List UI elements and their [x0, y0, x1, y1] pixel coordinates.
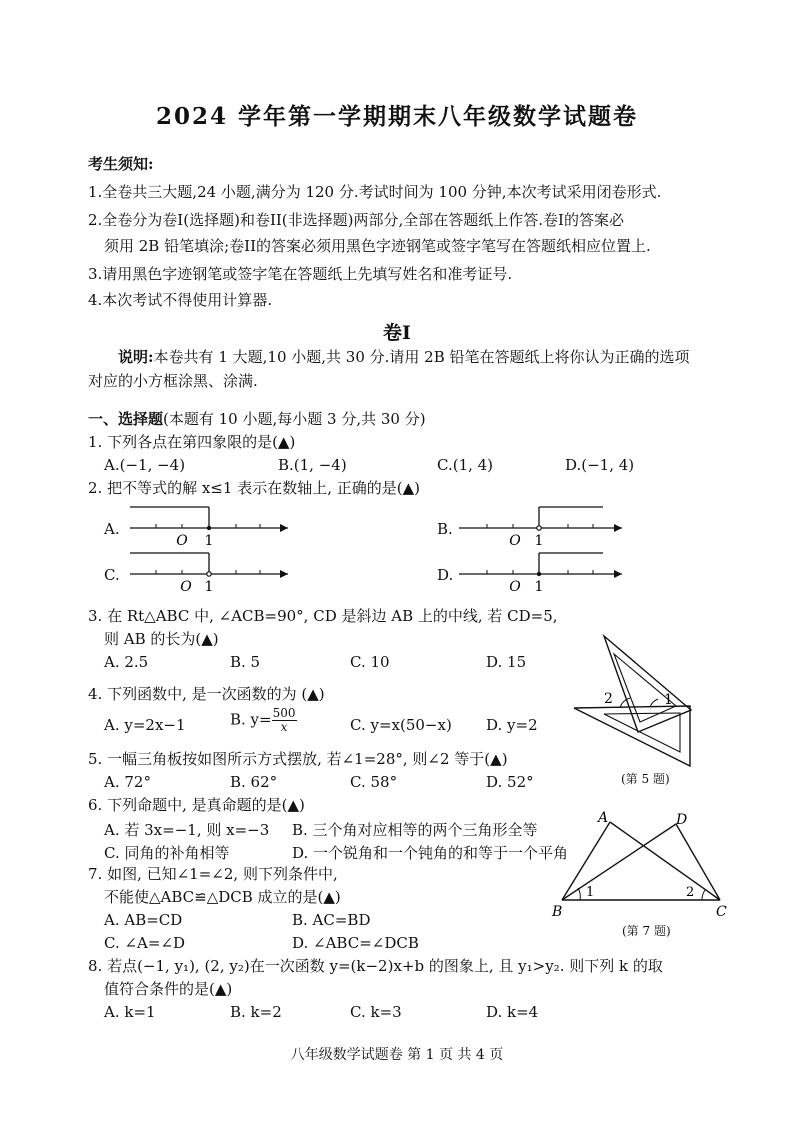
q4-option-b-prefix: B. y=	[230, 710, 272, 729]
instruction-text: 本卷共有 1 大题,10 小题,共 30 分.请用 2B 铅笔在答题纸上将你认为正确的选项	[153, 348, 690, 366]
one-label: 1	[534, 579, 544, 595]
q6-option-c: C. 同角的补角相等	[104, 844, 230, 862]
origin-label: O	[180, 579, 192, 595]
q1-option-d: D.(−1, 4)	[565, 456, 635, 474]
notice-item: 4.本次考试不得使用计算器.	[88, 291, 273, 309]
q8-option-a: A. k=1	[104, 1003, 156, 1021]
notice-item: 须用 2B 铅笔填涂;卷II的答案必须用黑色字迹钢笔或签字笔写在答题纸相应位置上.	[104, 237, 651, 255]
q6-option-a: A. 若 3x=−1, 则 x=−3	[104, 821, 270, 839]
section-label: 一、选择题	[88, 410, 164, 428]
q7-point-c: C	[716, 904, 727, 920]
volume-heading: 卷I	[383, 322, 411, 344]
origin-label: O	[509, 533, 521, 549]
one-label: 1	[204, 533, 214, 549]
q6-option-b: B. 三个角对应相等的两个三角形全等	[292, 821, 538, 839]
q4-option-b	[230, 707, 297, 734]
section-heading	[88, 410, 426, 429]
notice-heading: 考生须知:	[88, 155, 154, 173]
origin-label: O	[509, 579, 521, 595]
q2-label-a: A.	[104, 520, 120, 538]
one-label: 1	[204, 579, 214, 595]
q2-number-line-b	[457, 505, 632, 550]
instruction-line1	[118, 348, 690, 367]
q5-option-d: D. 52°	[486, 773, 534, 791]
q5-option-a: A. 72°	[104, 773, 151, 791]
q8-stem-line2: 值符合条件的是(▲)	[104, 980, 233, 998]
q8-option-c: C. k=3	[350, 1003, 402, 1021]
origin-label: O	[176, 533, 188, 549]
q5-stem: 5. 一幅三角板按如图所示方式摆放, 若∠1=28°, 则∠2 等于(▲)	[88, 750, 508, 768]
q4-fraction-denominator: x	[280, 720, 288, 734]
q6-option-d: D. 一个锐角和一个钝角的和等于一个平角	[292, 844, 569, 862]
q3-option-a: A. 2.5	[104, 653, 149, 671]
q4-stem: 4. 下列函数中, 是一次函数的为 (▲)	[88, 685, 325, 703]
q4-option-a: A. y=2x−1	[104, 716, 186, 734]
q7-stem-line1: 7. 如图, 已知∠1=∠2, 则下列条件中,	[88, 865, 338, 883]
notice-item: 1.全卷共三大题,24 小题,满分为 120 分.考试时间为 100 分钟,本次考试采用闭卷形式.	[88, 183, 662, 201]
page-title: 2024 学年第一学期期末八年级数学试题卷	[155, 103, 639, 130]
q7-figure-caption: (第 7 题)	[622, 924, 671, 938]
q3-option-c: C. 10	[350, 653, 390, 671]
q8-stem-line1: 8. 若点(−1, y₁), (2, y₂)在一次函数 y=(k−2)x+b 的图象上, 且 y₁>y₂. 则下列 k 的取	[88, 957, 663, 975]
q7-option-d: D. ∠ABC=∠DCB	[292, 934, 419, 952]
q7-option-a: A. AB=CD	[104, 911, 183, 929]
page-footer: 八年级数学试题卷 第 1 页 共 4 页	[290, 1047, 504, 1063]
q1-option-a: A.(−1, −4)	[104, 456, 186, 474]
section-desc: (本题有 10 小题,每小题 3 分,共 30 分)	[163, 410, 426, 428]
q2-number-line-a	[128, 505, 303, 550]
q7-point-d: D	[676, 812, 688, 828]
q2-number-line-c	[128, 551, 303, 596]
q4-option-d: D. y=2	[486, 716, 538, 734]
q7-option-b: B. AC=BD	[292, 911, 371, 929]
q4-fraction	[272, 707, 297, 734]
q2-label-b: B.	[437, 520, 453, 538]
q2-stem: 2. 把不等式的解 x≤1 表示在数轴上, 正确的是(▲)	[88, 479, 420, 497]
q1-stem: 1. 下列各点在第四象限的是(▲)	[88, 433, 296, 451]
q5-angle1-label: 1	[664, 692, 673, 708]
q5-option-b: B. 62°	[230, 773, 278, 791]
q7-point-a: A	[598, 810, 609, 826]
instruction-line2: 对应的小方框涂黑、涂满.	[88, 372, 258, 390]
q3-option-d: D. 15	[486, 653, 527, 671]
q7-point-b: B	[552, 904, 563, 920]
q3-stem-line1: 3. 在 Rt△ABC 中, ∠ACB=90°, CD 是斜边 AB 上的中线, 若 CD=5,	[88, 607, 558, 625]
q7-figure	[550, 810, 730, 920]
q2-number-line-d	[457, 551, 632, 596]
q1-option-b: B.(1, −4)	[278, 456, 347, 474]
q5-option-c: C. 58°	[350, 773, 398, 791]
notice-item: 2.全卷分为卷I(选择题)和卷II(非选择题)两部分,全部在答题纸上作答.卷I的答案必	[88, 211, 624, 229]
notice-item: 3.请用黑色字迹钢笔或签字笔在答题纸上先填写姓名和准考证号.	[88, 265, 513, 283]
q8-option-d: D. k=4	[486, 1003, 539, 1021]
q7-angle1-label: 1	[586, 885, 595, 900]
q6-stem: 6. 下列命题中, 是真命题的是(▲)	[88, 796, 305, 814]
q1-option-c: C.(1, 4)	[437, 456, 494, 474]
q3-stem-line2: 则 AB 的长为(▲)	[104, 630, 219, 648]
q5-angle2-label: 2	[604, 691, 613, 707]
q7-angle2-label: 2	[686, 885, 695, 900]
q8-option-b: B. k=2	[230, 1003, 282, 1021]
q5-figure	[568, 632, 698, 772]
q2-label-c: C.	[104, 566, 120, 584]
one-label: 1	[534, 533, 544, 549]
q7-stem-line2: 不能使△ABC≌△DCB 成立的是(▲)	[104, 888, 341, 906]
q4-option-c: C. y=x(50−x)	[350, 716, 452, 734]
q7-option-c: C. ∠A=∠D	[104, 934, 186, 952]
q3-option-b: B. 5	[230, 653, 261, 671]
q5-figure-caption: (第 5 题)	[621, 772, 670, 786]
q4-fraction-numerator: 500	[272, 706, 296, 720]
instruction-label: 说明:	[118, 348, 154, 366]
q2-label-d: D.	[437, 566, 454, 584]
